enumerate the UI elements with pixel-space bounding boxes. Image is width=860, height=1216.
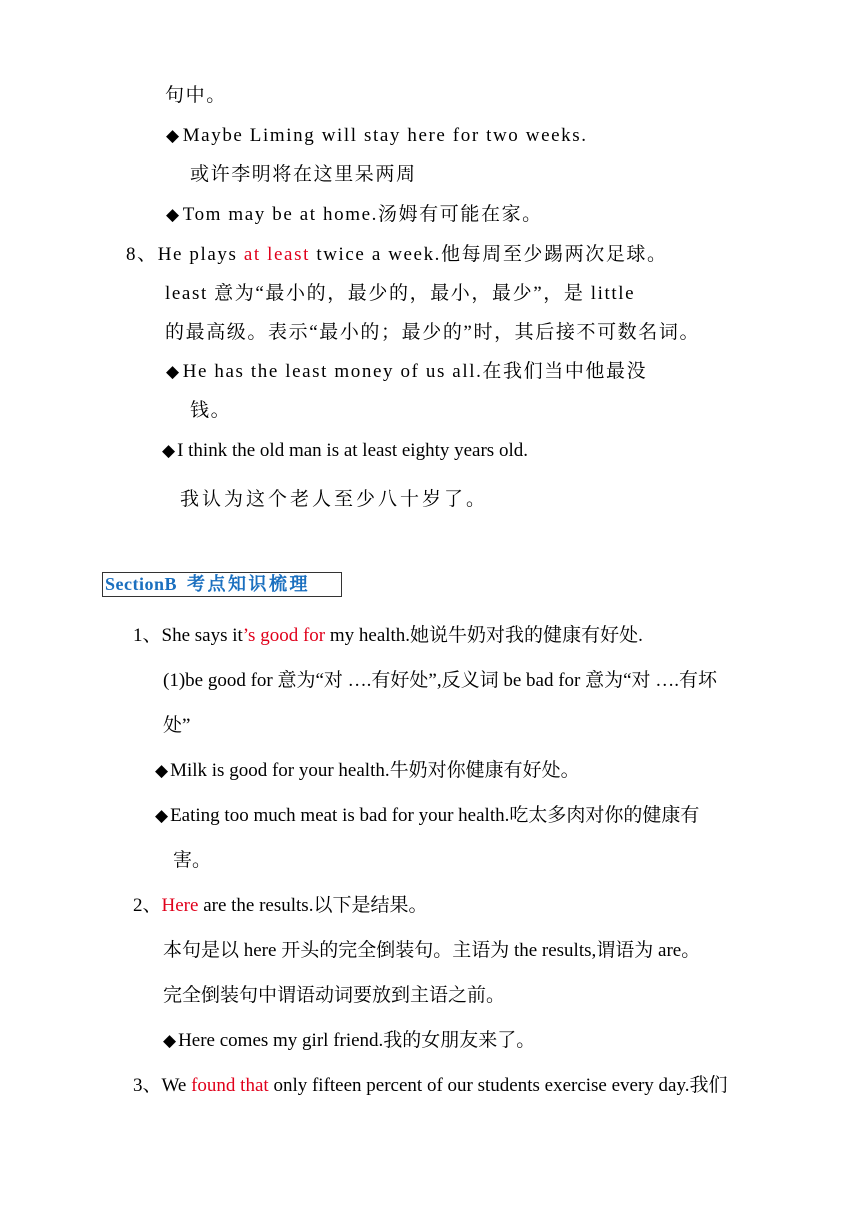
- diamond-bullet-icon: ◆: [166, 362, 181, 381]
- explanation-line: 处”: [163, 715, 191, 736]
- example-text: Eating too much meat is bad for your health.吃太多肉对你的健康有: [170, 805, 700, 826]
- explanation-line: 完全倒装句中谓语动词要放到主语之前。: [163, 985, 506, 1006]
- explanation-line: 的最高级。表示“最小的；最少的”时，其后接不可数名词。: [165, 322, 701, 343]
- diamond-bullet-icon: ◆: [155, 806, 169, 825]
- point-heading: [133, 1074, 728, 1098]
- example-text: Milk is good for your health.牛奶对你健康有好处。: [170, 760, 580, 781]
- highlight-phrase: ’s good for: [242, 625, 326, 646]
- explanation-line: least 意为“最小的，最少的，最小，最少”，是 little: [165, 283, 636, 304]
- point-text: 1、She says it: [133, 625, 243, 646]
- point-text: 2、: [133, 895, 162, 916]
- example-line: [166, 203, 543, 227]
- example-line: [155, 759, 580, 783]
- diamond-bullet-icon: ◆: [155, 761, 169, 780]
- example-continuation: 害。: [173, 850, 212, 871]
- diamond-bullet-icon: ◆: [166, 205, 181, 224]
- section-title-en: SectionB: [105, 574, 178, 594]
- explanation-line: (1)be good for 意为“对 ….有好处”,反义词 be bad for 意为“对 ….有坏: [163, 670, 718, 691]
- point-heading: [126, 243, 668, 267]
- point-heading: [133, 894, 427, 918]
- point-text: my health.她说牛奶对我的健康有好处.: [325, 625, 643, 646]
- point-text: 8、He plays: [126, 244, 244, 265]
- highlight-phrase: Here: [161, 895, 199, 916]
- example-text: Tom may be at home.汤姆有可能在家。: [182, 204, 543, 225]
- example-text: He has the least money of us all.在我们当中他最没: [182, 361, 648, 382]
- explanation-line: 本句是以 here 开头的完全倒装句。主语为 the results,谓语为 are。: [163, 940, 701, 961]
- translation-line: 或许李明将在这里呆两周: [190, 164, 417, 185]
- example-line: [162, 439, 528, 463]
- highlight-phrase: found that: [191, 1075, 269, 1096]
- example-line: [163, 1029, 535, 1053]
- example-line: [166, 360, 647, 384]
- example-continuation: 钱。: [190, 400, 232, 421]
- translation-line: 我认为这个老人至少八十岁了。: [180, 489, 489, 510]
- example-line: [155, 804, 699, 828]
- example-text: Maybe Liming will stay here for two weeks.: [182, 125, 588, 146]
- diamond-bullet-icon: ◆: [162, 441, 176, 460]
- text-line: 句中。: [165, 85, 227, 106]
- point-text: only fifteen percent of our students exercise every day.我们: [268, 1075, 728, 1096]
- section-title-cn: 考点知识梳理: [187, 574, 311, 594]
- point-text: are the results.以下是结果。: [198, 895, 428, 916]
- diamond-bullet-icon: ◆: [163, 1031, 177, 1050]
- example-text: Here comes my girl friend.我的女朋友来了。: [178, 1030, 536, 1051]
- section-heading: [102, 572, 342, 597]
- point-text: 3、We: [133, 1075, 192, 1096]
- example-text: I think the old man is at least eighty years old.: [177, 440, 528, 461]
- highlight-phrase: at least: [243, 244, 310, 265]
- point-text: twice a week.他每周至少踢两次足球。: [309, 244, 668, 265]
- point-heading: [133, 624, 643, 648]
- diamond-bullet-icon: ◆: [166, 126, 181, 145]
- example-line: [166, 124, 588, 148]
